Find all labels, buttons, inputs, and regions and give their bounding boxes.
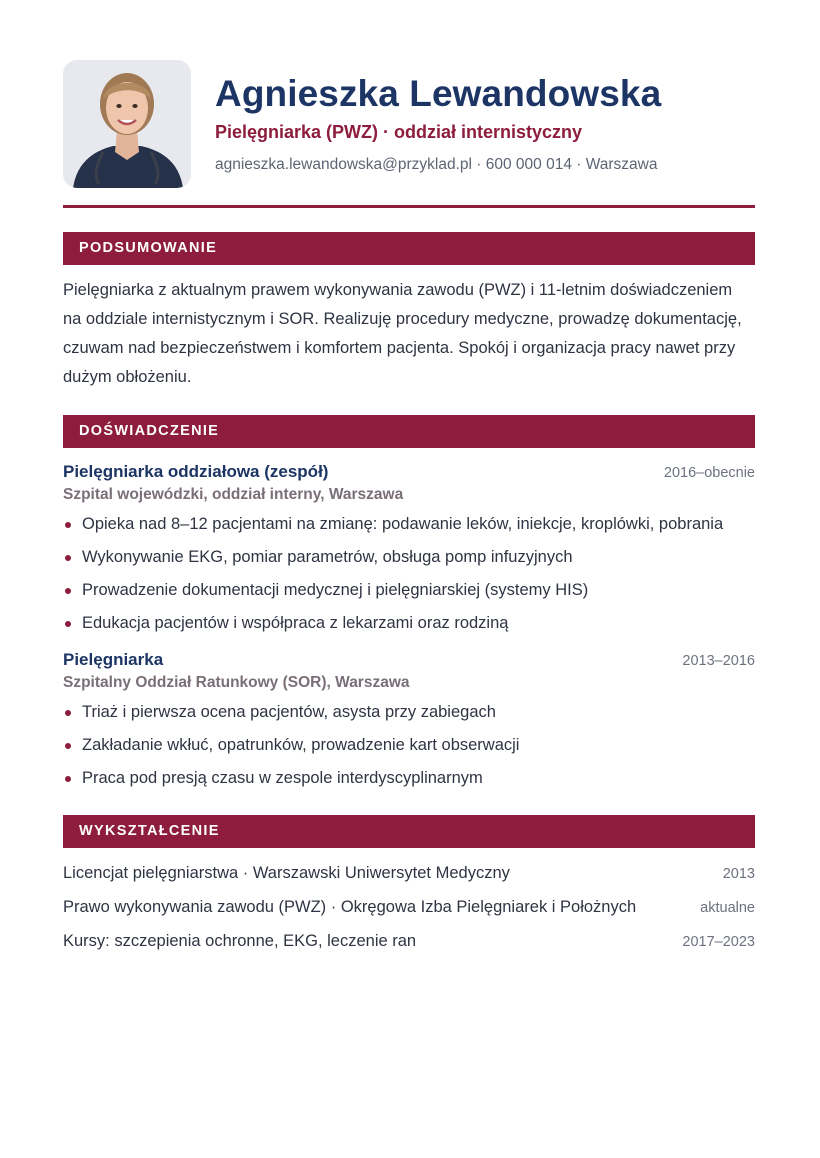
job-bullets — [63, 698, 755, 793]
bullet-icon — [65, 710, 71, 716]
education-text: Prawo wykonywania zawodu (PWZ) · Okręgowa Izba Pielęgniarek i Położnych — [63, 898, 637, 916]
job-title: Pielęgniarka oddziałowa (zespół) — [63, 462, 329, 481]
job-header — [63, 648, 755, 672]
section-education-title: WYKSZTAŁCENIE — [63, 815, 755, 848]
job-bullets — [63, 510, 755, 638]
header-divider — [63, 205, 755, 208]
job-title: Pielęgniarka — [63, 650, 164, 669]
candidate-role: Pielęgniarka (PWZ) · oddział internistyczny — [215, 122, 583, 142]
education-text: Licencjat pielęgniarstwa · Warszawski Uniwersytet Medyczny — [63, 864, 510, 882]
education-date: aktualne — [700, 900, 755, 916]
education-item — [63, 896, 755, 919]
bullet-icon — [65, 743, 71, 749]
education-date: 2017–2023 — [682, 934, 755, 950]
list-item: Triaż i pierwsza ocena pacjentów, asysta przy zabiegach — [63, 698, 755, 727]
education-item — [63, 930, 755, 953]
section-experience-title: DOŚWIADCZENIE — [63, 415, 755, 448]
list-item: Wykonywanie EKG, pomiar parametrów, obsługa pomp infuzyjnych — [63, 543, 755, 572]
education-date: 2013 — [722, 866, 755, 882]
job-entry — [63, 460, 755, 638]
bullet-icon — [65, 776, 71, 782]
list-item: Opieka nad 8–12 pacjentami na zmianę: podawanie leków, iniekcje, kroplówki, pobrania — [63, 510, 755, 539]
resume-header — [63, 60, 755, 188]
list-item: Prowadzenie dokumentacji medycznej i pielęgniarskiej (systemy HIS) — [63, 576, 755, 605]
list-item: Zakładanie wkłuć, opatrunków, prowadzenie kart obserwacji — [63, 731, 755, 760]
bullet-icon — [65, 588, 71, 594]
section-summary-title: PODSUMOWANIE — [63, 232, 755, 265]
job-entry — [63, 648, 755, 793]
contact-line: agnieszka.lewandowska@przyklad.pl · 600 000 014 · Warszawa — [215, 156, 658, 173]
job-date: 2013–2016 — [682, 653, 755, 669]
list-item: Edukacja pacjentów i współpraca z lekarzami oraz rodziną — [63, 609, 755, 638]
job-date: 2016–obecnie — [663, 465, 755, 481]
candidate-name: Agnieszka Lewandowska — [215, 73, 662, 114]
list-item: Praca pod presją czasu w zespole interdyscyplinarnym — [63, 764, 755, 793]
bullet-icon — [65, 621, 71, 627]
job-place: Szpital wojewódzki, oddział interny, Warszawa — [63, 486, 404, 503]
summary-text: Pielęgniarka z aktualnym prawem wykonywania zawodu (PWZ) i 11-letnim doświadczeniem na oddziale internistycznym i SOR. Realizuję procedury medyczne, prowadzę dokumentację, czuwam nad bezpieczeństwem i komfortem pacjenta. Spokój i organizacja pracy nawet przy dużym obłożeniu. — [63, 281, 742, 386]
profile-photo — [63, 60, 191, 188]
person-photo-icon — [63, 60, 191, 188]
education-list — [63, 862, 755, 953]
education-text: Kursy: szczepienia ochronne, EKG, leczenie ran — [63, 932, 417, 950]
header-text — [215, 60, 661, 176]
bullet-icon — [65, 522, 71, 528]
job-place: Szpitalny Oddział Ratunkowy (SOR), Warszawa — [63, 674, 410, 691]
job-header — [63, 460, 755, 484]
bullet-icon — [65, 555, 71, 561]
education-item — [63, 862, 755, 885]
